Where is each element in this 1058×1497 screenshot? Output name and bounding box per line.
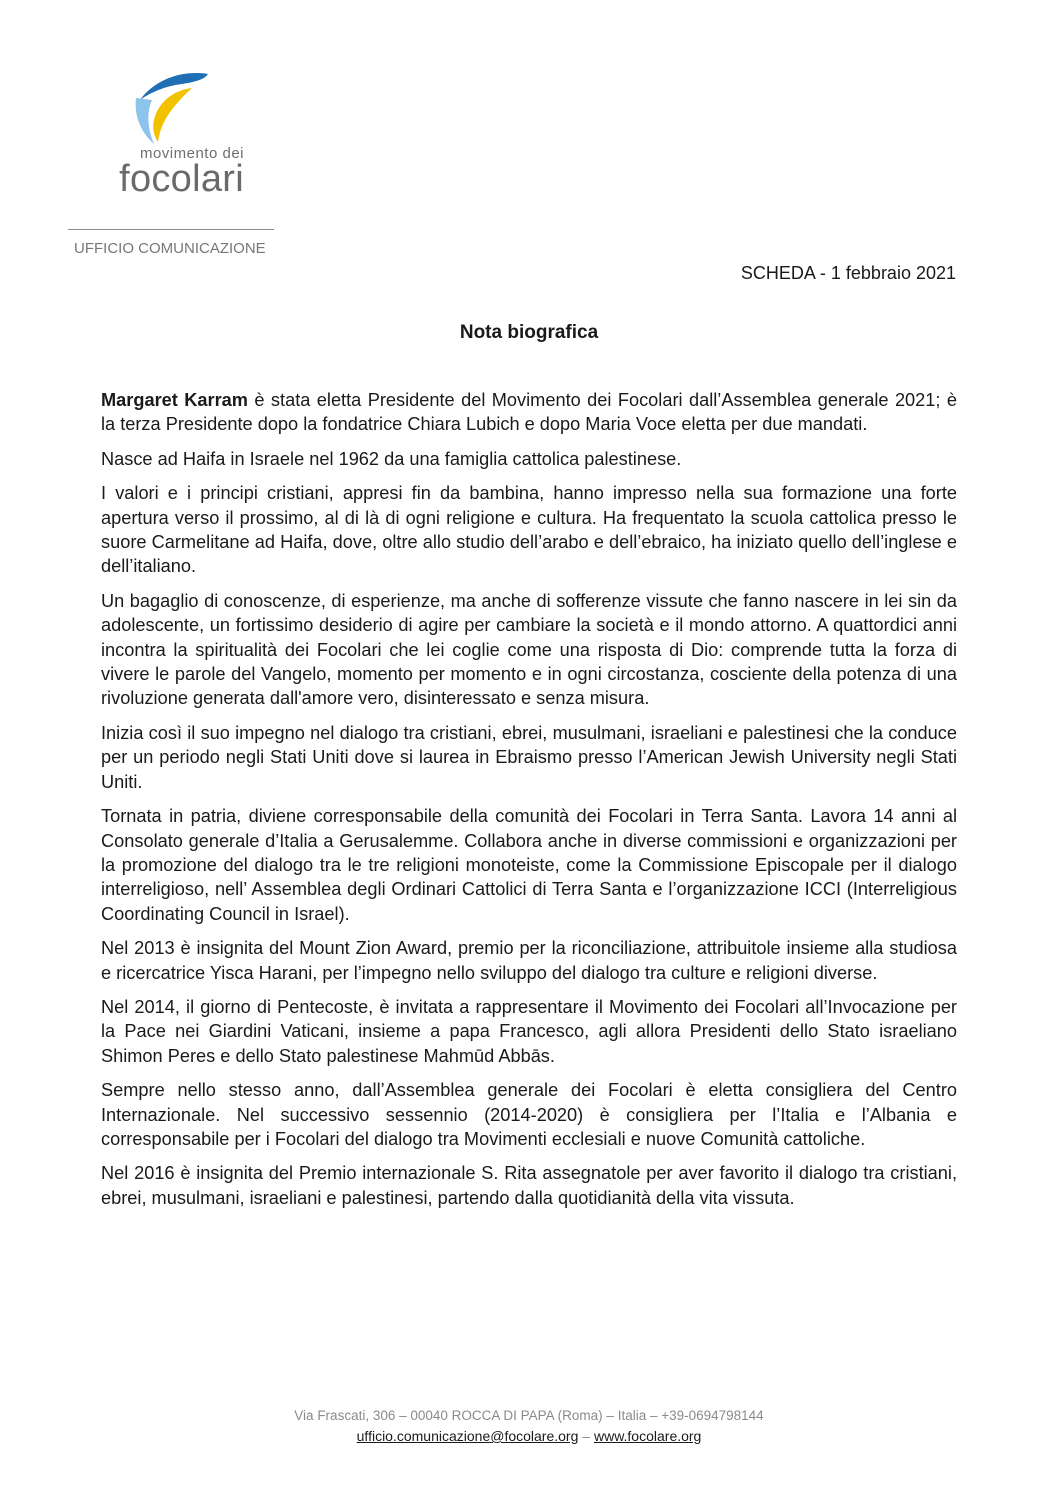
paragraph-text: è stata eletta Presidente del Movimento dei Focolari dall’Assemblea generale 2021; è la terza Presidente dopo la fondatrice Chiara Lubich e dopo Maria Voce eletta per due mandati. [101,390,958,435]
paragraph-text: Inizia così il suo impegno nel dialogo tra cristiani, ebrei, musulmani, israeliani e palestinesi che la conduce per un periodo negli Stati Uniti dove si laurea in Ebraismo presso l’American Jewish University negli Stati Uniti. [101,722,957,792]
website-link[interactable]: www.focolare.org [593,1428,702,1444]
email-link[interactable]: ufficio.comunicazione@focolare.org [356,1428,579,1444]
paragraph [101,447,957,471]
document-title: Nota biografica [459,322,599,343]
document-date: SCHEDA - 1 febbraio 2021 [740,263,956,283]
paragraph [101,388,957,437]
paragraph [101,481,957,579]
bold-name: Margaret Karram [101,390,248,410]
footer-address: Via Frascati, 306 – 00040 ROCCA DI PAPA (Roma) – Italia – +39-0694798144 [294,1408,764,1423]
document-body [101,388,957,1220]
paragraph [101,1161,957,1210]
header-divider [68,229,274,230]
paragraph-text: Un bagaglio di conoscenze, di esperienze, ma anche di sofferenze vissute che fanno nascere in lei sin da adolescente, un fortissimo desiderio di agire per cambiare la società e il mondo attorno. A quattordici anni incontra la spiritualità dei Focolari che lei coglie come una risposta di Dio: comprende tutta la forza di vivere le parole del Vangelo, momento per momento e in ogni circostanza, cosciente della potenza di una rivoluzione generata dall'amore vero, disinteressato e senza misura. [101,590,957,709]
footer-links [0,1428,1058,1444]
paragraph [101,804,957,926]
paragraph-text: I valori e i principi cristiani, appresi fin da bambina, hanno impresso nella sua formazione una forte apertura verso il prossimo, al di là di ogni religione e cultura. Ha frequentato la scuola cattolica presso le suore Carmelitane ad Haifa, dove, oltre allo studio dell’arabo e dell’ebraico, ha iniziato quello dell’inglese e dell’italiano. [101,483,957,577]
paragraph-text: Tornata in patria, diviene corresponsabile della comunità dei Focolari in Terra Santa. Lavora 14 anni al Consolato generale d’Italia a Gerusalemme. Collabora anche in diverse commissioni e organizzazioni per la promozione del dialogo tra le tre religioni monoteiste, come la Commissione Episcopale per il dialogo interreligioso, nell’ Assemblea degli Ordinari Cattolici di Terra Santa e l’organizzazione ICCI (Interreligious Coordinating Council in Israel). [101,806,957,924]
focolari-logo-icon [134,70,210,146]
paragraph [101,721,957,794]
paragraph-text: Nasce ad Haifa in Israele nel 1962 da una famiglia cattolica palestinese. [101,448,682,469]
paragraph-text: Nel 2016 è insignita del Premio internazionale S. Rita assegnatole per aver favorito il dialogo tra cristiani, ebrei, musulmani, israeliani e palestinesi, partendo dalla quotidianità della vita vissuta. [101,1163,957,1208]
office-name: UFFICIO COMUNICAZIONE [74,240,266,257]
logo-title: focolari [119,158,244,200]
logo-subtitle: movimento dei [139,145,244,162]
paragraph [101,1078,957,1151]
paragraph-text: Sempre nello stesso anno, dall’Assemblea generale dei Focolari è eletta consigliera del Centro Internazionale. Nel successivo sessennio (2014-2020) è consigliera per l’Italia e l’Albania e corresponsabile per i Focolari del dialogo tra Movimenti ecclesiali e nuove Comunità cattoliche. [101,1080,957,1149]
footer-separator: – [578,1428,594,1444]
paragraph-text: Nel 2014, il giorno di Pentecoste, è invitata a rappresentare il Movimento dei Focolari all’Invocazione per la Pace nei Giardini Vaticani, insieme a papa Francesco, agli allora Presidenti dello Stato israeliano Shimon Peres e dello Stato palestinese Mahmūd Abbās. [101,996,957,1066]
paragraph-text: Nel 2013 è insignita del Mount Zion Award, premio per la riconciliazione, attribuitole insieme alla studiosa e ricercatrice Yisca Harani, per l’impegno nello sviluppo del dialogo tra culture e religioni diverse. [101,938,957,983]
paragraph [101,936,957,985]
paragraph [101,589,957,711]
paragraph [101,995,957,1068]
